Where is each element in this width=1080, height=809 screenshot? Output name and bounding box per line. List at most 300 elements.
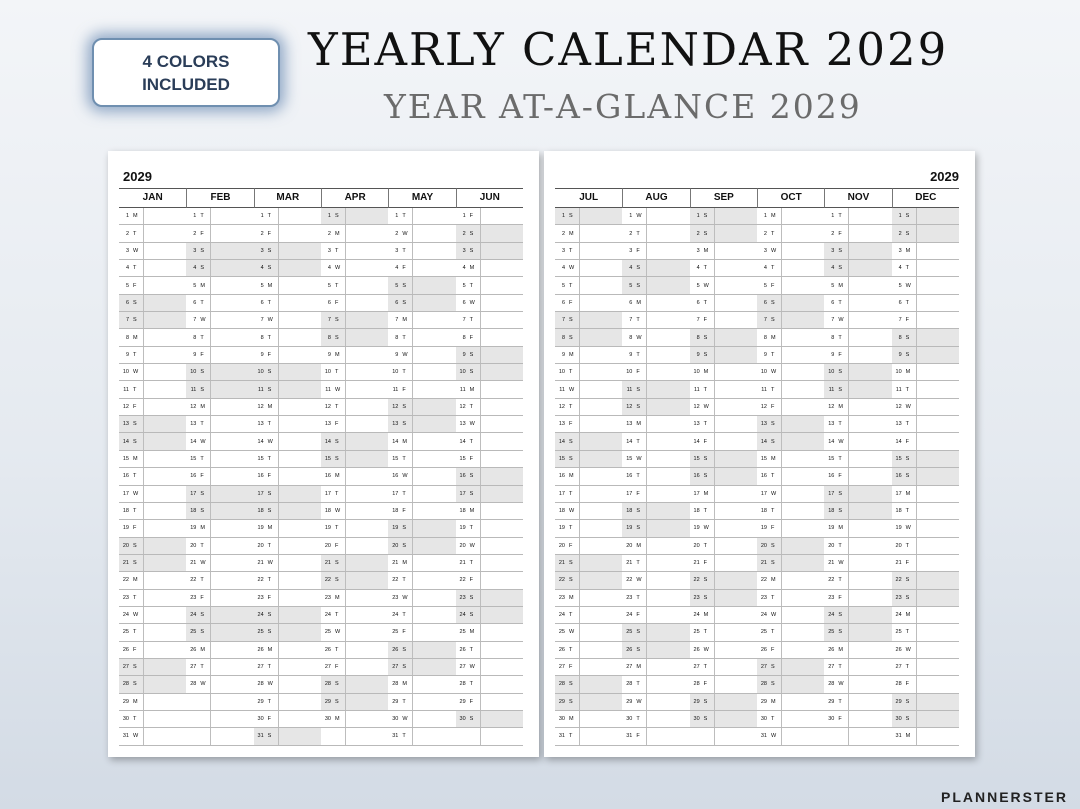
day-number: 23 (693, 594, 700, 601)
day-row (119, 572, 186, 589)
day-number: 30 (257, 716, 264, 723)
weekday-letter: T (703, 295, 715, 311)
day-row (622, 277, 689, 294)
day-row (892, 433, 959, 450)
day-number: 17 (693, 490, 700, 497)
weekday-letter: S (401, 399, 413, 415)
day-number: 21 (693, 560, 700, 567)
day-number: 13 (459, 421, 466, 428)
weekday-letter: W (267, 555, 279, 571)
day-number: 28 (760, 681, 767, 688)
day-row (321, 590, 388, 607)
day-number: 6 (696, 299, 700, 306)
month-header: MAY (388, 188, 455, 208)
day-number: 30 (693, 716, 700, 723)
day-number: 18 (257, 508, 264, 515)
weekday-letter: S (905, 711, 917, 727)
day-row (690, 694, 757, 711)
weekday-letter: F (267, 711, 279, 727)
day-number: 5 (395, 282, 399, 289)
month-column-jan (119, 188, 186, 746)
weekday-letter: W (132, 243, 144, 259)
day-number: 27 (392, 664, 399, 671)
month-header: SEP (690, 188, 757, 208)
day-row (254, 728, 321, 745)
day-row (622, 433, 689, 450)
weekday-letter: S (770, 538, 782, 554)
day-number: 17 (190, 490, 197, 497)
weekday-letter: T (770, 711, 782, 727)
day-row (690, 416, 757, 433)
day-number: 13 (190, 421, 197, 428)
day-number: 7 (395, 317, 399, 324)
weekday-letter: F (703, 555, 715, 571)
weekday-letter: T (401, 486, 413, 502)
day-number: 29 (626, 698, 633, 705)
day-number: 10 (324, 369, 331, 376)
day-number: 21 (257, 560, 264, 567)
day-number: 11 (190, 386, 197, 393)
day-row (119, 468, 186, 485)
weekday-letter: T (199, 208, 211, 224)
day-row (186, 538, 253, 555)
day-number: 15 (626, 455, 633, 462)
day-row (555, 607, 622, 624)
day-number: 8 (395, 334, 399, 341)
day-row (622, 676, 689, 693)
weekday-letter: T (635, 347, 647, 363)
day-row (388, 711, 455, 728)
day-number: 28 (828, 681, 835, 688)
weekday-letter: T (703, 659, 715, 675)
day-number: 6 (629, 299, 633, 306)
day-number: 14 (828, 438, 835, 445)
day-row (622, 728, 689, 745)
day-row (824, 486, 891, 503)
weekday-letter: S (905, 208, 917, 224)
day-row (456, 277, 523, 294)
day-number: 18 (558, 508, 565, 515)
weekday-letter: W (635, 572, 647, 588)
day-number: 10 (257, 369, 264, 376)
weekday-letter: T (334, 520, 346, 536)
day-number: 26 (459, 646, 466, 653)
day-number: 25 (392, 629, 399, 636)
day-row (321, 486, 388, 503)
day-row (186, 329, 253, 346)
weekday-letter: S (334, 694, 346, 710)
day-row (254, 312, 321, 329)
day-number: 12 (626, 403, 633, 410)
weekday-letter: S (568, 433, 580, 449)
day-row (757, 659, 824, 676)
day-row (555, 503, 622, 520)
day-row (690, 225, 757, 242)
day-number: 29 (693, 698, 700, 705)
day-number: 22 (392, 577, 399, 584)
day-row (186, 555, 253, 572)
weekday-letter: S (132, 538, 144, 554)
day-number: 14 (122, 438, 129, 445)
day-row (690, 295, 757, 312)
day-row (186, 433, 253, 450)
weekday-letter: T (905, 295, 917, 311)
weekday-letter: W (334, 381, 346, 397)
day-number: 5 (763, 282, 767, 289)
weekday-letter: S (703, 225, 715, 241)
weekday-letter: T (267, 208, 279, 224)
day-number: 7 (898, 317, 902, 324)
day-number: 16 (392, 473, 399, 480)
day-row (555, 260, 622, 277)
day-number: 21 (828, 560, 835, 567)
day-row (824, 312, 891, 329)
day-number: 25 (459, 629, 466, 636)
weekday-letter: S (469, 607, 481, 623)
day-row (254, 433, 321, 450)
day-row (388, 624, 455, 641)
weekday-letter: S (132, 659, 144, 675)
day-number: 3 (831, 247, 835, 254)
day-row (119, 503, 186, 520)
day-number: 4 (696, 265, 700, 272)
weekday-letter: F (635, 607, 647, 623)
weekday-letter: W (905, 520, 917, 536)
weekday-letter: T (199, 572, 211, 588)
weekday-letter: W (568, 503, 580, 519)
weekday-letter: S (635, 260, 647, 276)
day-row (824, 555, 891, 572)
day-row (254, 555, 321, 572)
weekday-letter: T (635, 225, 647, 241)
day-row (388, 260, 455, 277)
day-number: 28 (895, 681, 902, 688)
day-number: 4 (462, 265, 466, 272)
weekday-letter: F (199, 590, 211, 606)
weekday-letter: T (267, 659, 279, 675)
day-row (321, 642, 388, 659)
month-column-mar (254, 188, 321, 746)
weekday-letter: W (770, 728, 782, 744)
day-row (388, 416, 455, 433)
day-row (757, 624, 824, 641)
day-number: 21 (760, 560, 767, 567)
day-row (119, 607, 186, 624)
day-number: 14 (626, 438, 633, 445)
weekday-letter: T (703, 381, 715, 397)
day-number: 28 (257, 681, 264, 688)
weekday-letter: M (770, 329, 782, 345)
day-row (186, 676, 253, 693)
weekday-letter: T (401, 243, 413, 259)
day-row (892, 347, 959, 364)
day-number: 10 (558, 369, 565, 376)
day-number: 7 (831, 317, 835, 324)
weekday-letter: S (837, 243, 849, 259)
day-row (456, 694, 523, 711)
day-row (555, 277, 622, 294)
weekday-letter: S (770, 676, 782, 692)
month-column-aug (622, 188, 689, 746)
weekday-letter: S (199, 624, 211, 640)
day-number: 4 (629, 265, 633, 272)
day-row (321, 243, 388, 260)
empty-day-row (321, 728, 388, 745)
day-number: 9 (260, 351, 264, 358)
weekday-letter: T (401, 607, 413, 623)
weekday-letter: T (132, 468, 144, 484)
month-column-oct (757, 188, 824, 746)
day-row (622, 694, 689, 711)
day-number: 21 (558, 560, 565, 567)
day-number: 19 (693, 525, 700, 532)
day-row (254, 260, 321, 277)
weekday-letter: S (905, 451, 917, 467)
day-row (388, 295, 455, 312)
day-number: 5 (898, 282, 902, 289)
weekday-letter: F (267, 347, 279, 363)
day-row (757, 347, 824, 364)
day-row (321, 711, 388, 728)
day-row (622, 381, 689, 398)
weekday-letter: S (905, 590, 917, 606)
day-row (622, 520, 689, 537)
weekday-letter: F (334, 538, 346, 554)
day-row (186, 468, 253, 485)
day-row (119, 416, 186, 433)
day-row (757, 503, 824, 520)
day-row (119, 347, 186, 364)
weekday-letter: W (837, 676, 849, 692)
weekday-letter: S (905, 572, 917, 588)
day-row (622, 468, 689, 485)
weekday-letter: S (568, 555, 580, 571)
day-number: 16 (558, 473, 565, 480)
day-row (892, 503, 959, 520)
weekday-letter: M (267, 399, 279, 415)
weekday-letter: M (635, 295, 647, 311)
weekday-letter: S (199, 260, 211, 276)
day-row (622, 312, 689, 329)
day-number: 7 (193, 317, 197, 324)
day-number: 5 (125, 282, 129, 289)
brand-logo-text: PLANNERSTER (940, 789, 1068, 805)
weekday-letter: T (401, 364, 413, 380)
weekday-letter: W (568, 260, 580, 276)
weekday-letter: W (770, 486, 782, 502)
day-number: 11 (828, 386, 835, 393)
day-row (456, 520, 523, 537)
day-number: 2 (395, 230, 399, 237)
day-number: 5 (561, 282, 565, 289)
day-number: 15 (760, 455, 767, 462)
day-number: 23 (190, 594, 197, 601)
weekday-letter: S (267, 624, 279, 640)
day-row (824, 243, 891, 260)
month-column-sep (690, 188, 757, 746)
day-row (555, 590, 622, 607)
weekday-letter: S (837, 486, 849, 502)
weekday-letter: S (267, 260, 279, 276)
day-number: 20 (392, 542, 399, 549)
weekday-letter: T (469, 399, 481, 415)
weekday-letter: F (469, 208, 481, 224)
weekday-letter: S (469, 243, 481, 259)
weekday-letter: T (132, 711, 144, 727)
day-row (757, 572, 824, 589)
weekday-letter: S (132, 312, 144, 328)
badge-line-2: INCLUDED (142, 74, 230, 94)
weekday-letter: S (199, 381, 211, 397)
day-number: 21 (459, 560, 466, 567)
weekday-letter: T (837, 451, 849, 467)
day-row (119, 260, 186, 277)
weekday-letter: M (837, 520, 849, 536)
day-row (456, 451, 523, 468)
day-number: 27 (459, 664, 466, 671)
weekday-letter: S (703, 590, 715, 606)
day-number: 6 (898, 299, 902, 306)
day-row (186, 624, 253, 641)
day-number: 23 (895, 594, 902, 601)
day-row (119, 312, 186, 329)
day-row (824, 260, 891, 277)
day-number: 22 (459, 577, 466, 584)
weekday-letter: M (770, 451, 782, 467)
day-row (757, 642, 824, 659)
day-number: 16 (324, 473, 331, 480)
day-number: 6 (327, 299, 331, 306)
day-number: 15 (828, 455, 835, 462)
weekday-letter: S (132, 295, 144, 311)
weekday-letter: W (703, 399, 715, 415)
day-row (254, 416, 321, 433)
day-row (254, 277, 321, 294)
day-number: 24 (392, 612, 399, 619)
weekday-letter: T (469, 277, 481, 293)
weekday-letter: W (469, 416, 481, 432)
weekday-letter: M (267, 520, 279, 536)
day-number: 2 (629, 230, 633, 237)
day-number: 10 (392, 369, 399, 376)
day-row (186, 225, 253, 242)
day-row (555, 364, 622, 381)
empty-day-row (456, 728, 523, 745)
day-row (690, 329, 757, 346)
day-row (254, 486, 321, 503)
day-row (824, 624, 891, 641)
day-number: 8 (696, 334, 700, 341)
weekday-letter: F (837, 468, 849, 484)
day-row (690, 572, 757, 589)
day-number: 11 (459, 386, 466, 393)
day-number: 28 (392, 681, 399, 688)
day-row (456, 555, 523, 572)
day-number: 27 (324, 664, 331, 671)
day-row (824, 329, 891, 346)
day-row (892, 590, 959, 607)
day-row (119, 433, 186, 450)
weekday-letter: F (568, 659, 580, 675)
day-row (622, 538, 689, 555)
day-row (622, 659, 689, 676)
weekday-letter: S (837, 364, 849, 380)
day-number: 18 (895, 508, 902, 515)
month-header: DEC (892, 188, 959, 208)
day-number: 1 (898, 213, 902, 220)
weekday-letter: F (635, 364, 647, 380)
weekday-letter: W (905, 399, 917, 415)
weekday-letter (199, 711, 211, 727)
weekday-letter: T (703, 503, 715, 519)
weekday-letter: F (770, 520, 782, 536)
weekday-letter: T (905, 260, 917, 276)
day-row (757, 329, 824, 346)
day-row (892, 728, 959, 745)
day-number: 31 (895, 733, 902, 740)
day-number: 6 (193, 299, 197, 306)
month-header: JUL (555, 188, 622, 208)
weekday-letter: T (905, 503, 917, 519)
weekday-letter: S (401, 538, 413, 554)
weekday-letter: W (132, 486, 144, 502)
day-row (119, 364, 186, 381)
day-number: 2 (260, 230, 264, 237)
day-number: 15 (122, 455, 129, 462)
weekday-letter: F (267, 468, 279, 484)
day-number: 13 (122, 421, 129, 428)
weekday-letter: S (469, 590, 481, 606)
day-number: 3 (327, 247, 331, 254)
day-number: 27 (122, 664, 129, 671)
day-row (757, 468, 824, 485)
weekday-letter: F (905, 312, 917, 328)
day-number: 26 (693, 646, 700, 653)
day-number: 19 (392, 525, 399, 532)
day-number: 19 (760, 525, 767, 532)
weekday-letter: F (132, 277, 144, 293)
weekday-letter: T (469, 520, 481, 536)
day-row (456, 364, 523, 381)
day-row (690, 364, 757, 381)
weekday-letter: M (334, 225, 346, 241)
day-row (119, 208, 186, 225)
day-row (757, 538, 824, 555)
weekday-letter: T (401, 694, 413, 710)
day-row (622, 590, 689, 607)
day-number: 25 (324, 629, 331, 636)
day-row (321, 659, 388, 676)
weekday-letter: S (837, 624, 849, 640)
day-number: 10 (760, 369, 767, 376)
day-number: 2 (696, 230, 700, 237)
weekday-letter: T (635, 590, 647, 606)
day-number: 17 (828, 490, 835, 497)
day-number: 28 (122, 681, 129, 688)
day-number: 14 (558, 438, 565, 445)
weekday-letter: S (267, 607, 279, 623)
day-row (321, 433, 388, 450)
weekday-letter: S (770, 312, 782, 328)
day-row (254, 399, 321, 416)
day-row (622, 364, 689, 381)
calendar-sheet-jul-dec (544, 151, 975, 757)
day-number: 26 (895, 646, 902, 653)
day-row (119, 295, 186, 312)
weekday-letter: W (905, 277, 917, 293)
day-row (456, 503, 523, 520)
day-number: 31 (257, 733, 264, 740)
